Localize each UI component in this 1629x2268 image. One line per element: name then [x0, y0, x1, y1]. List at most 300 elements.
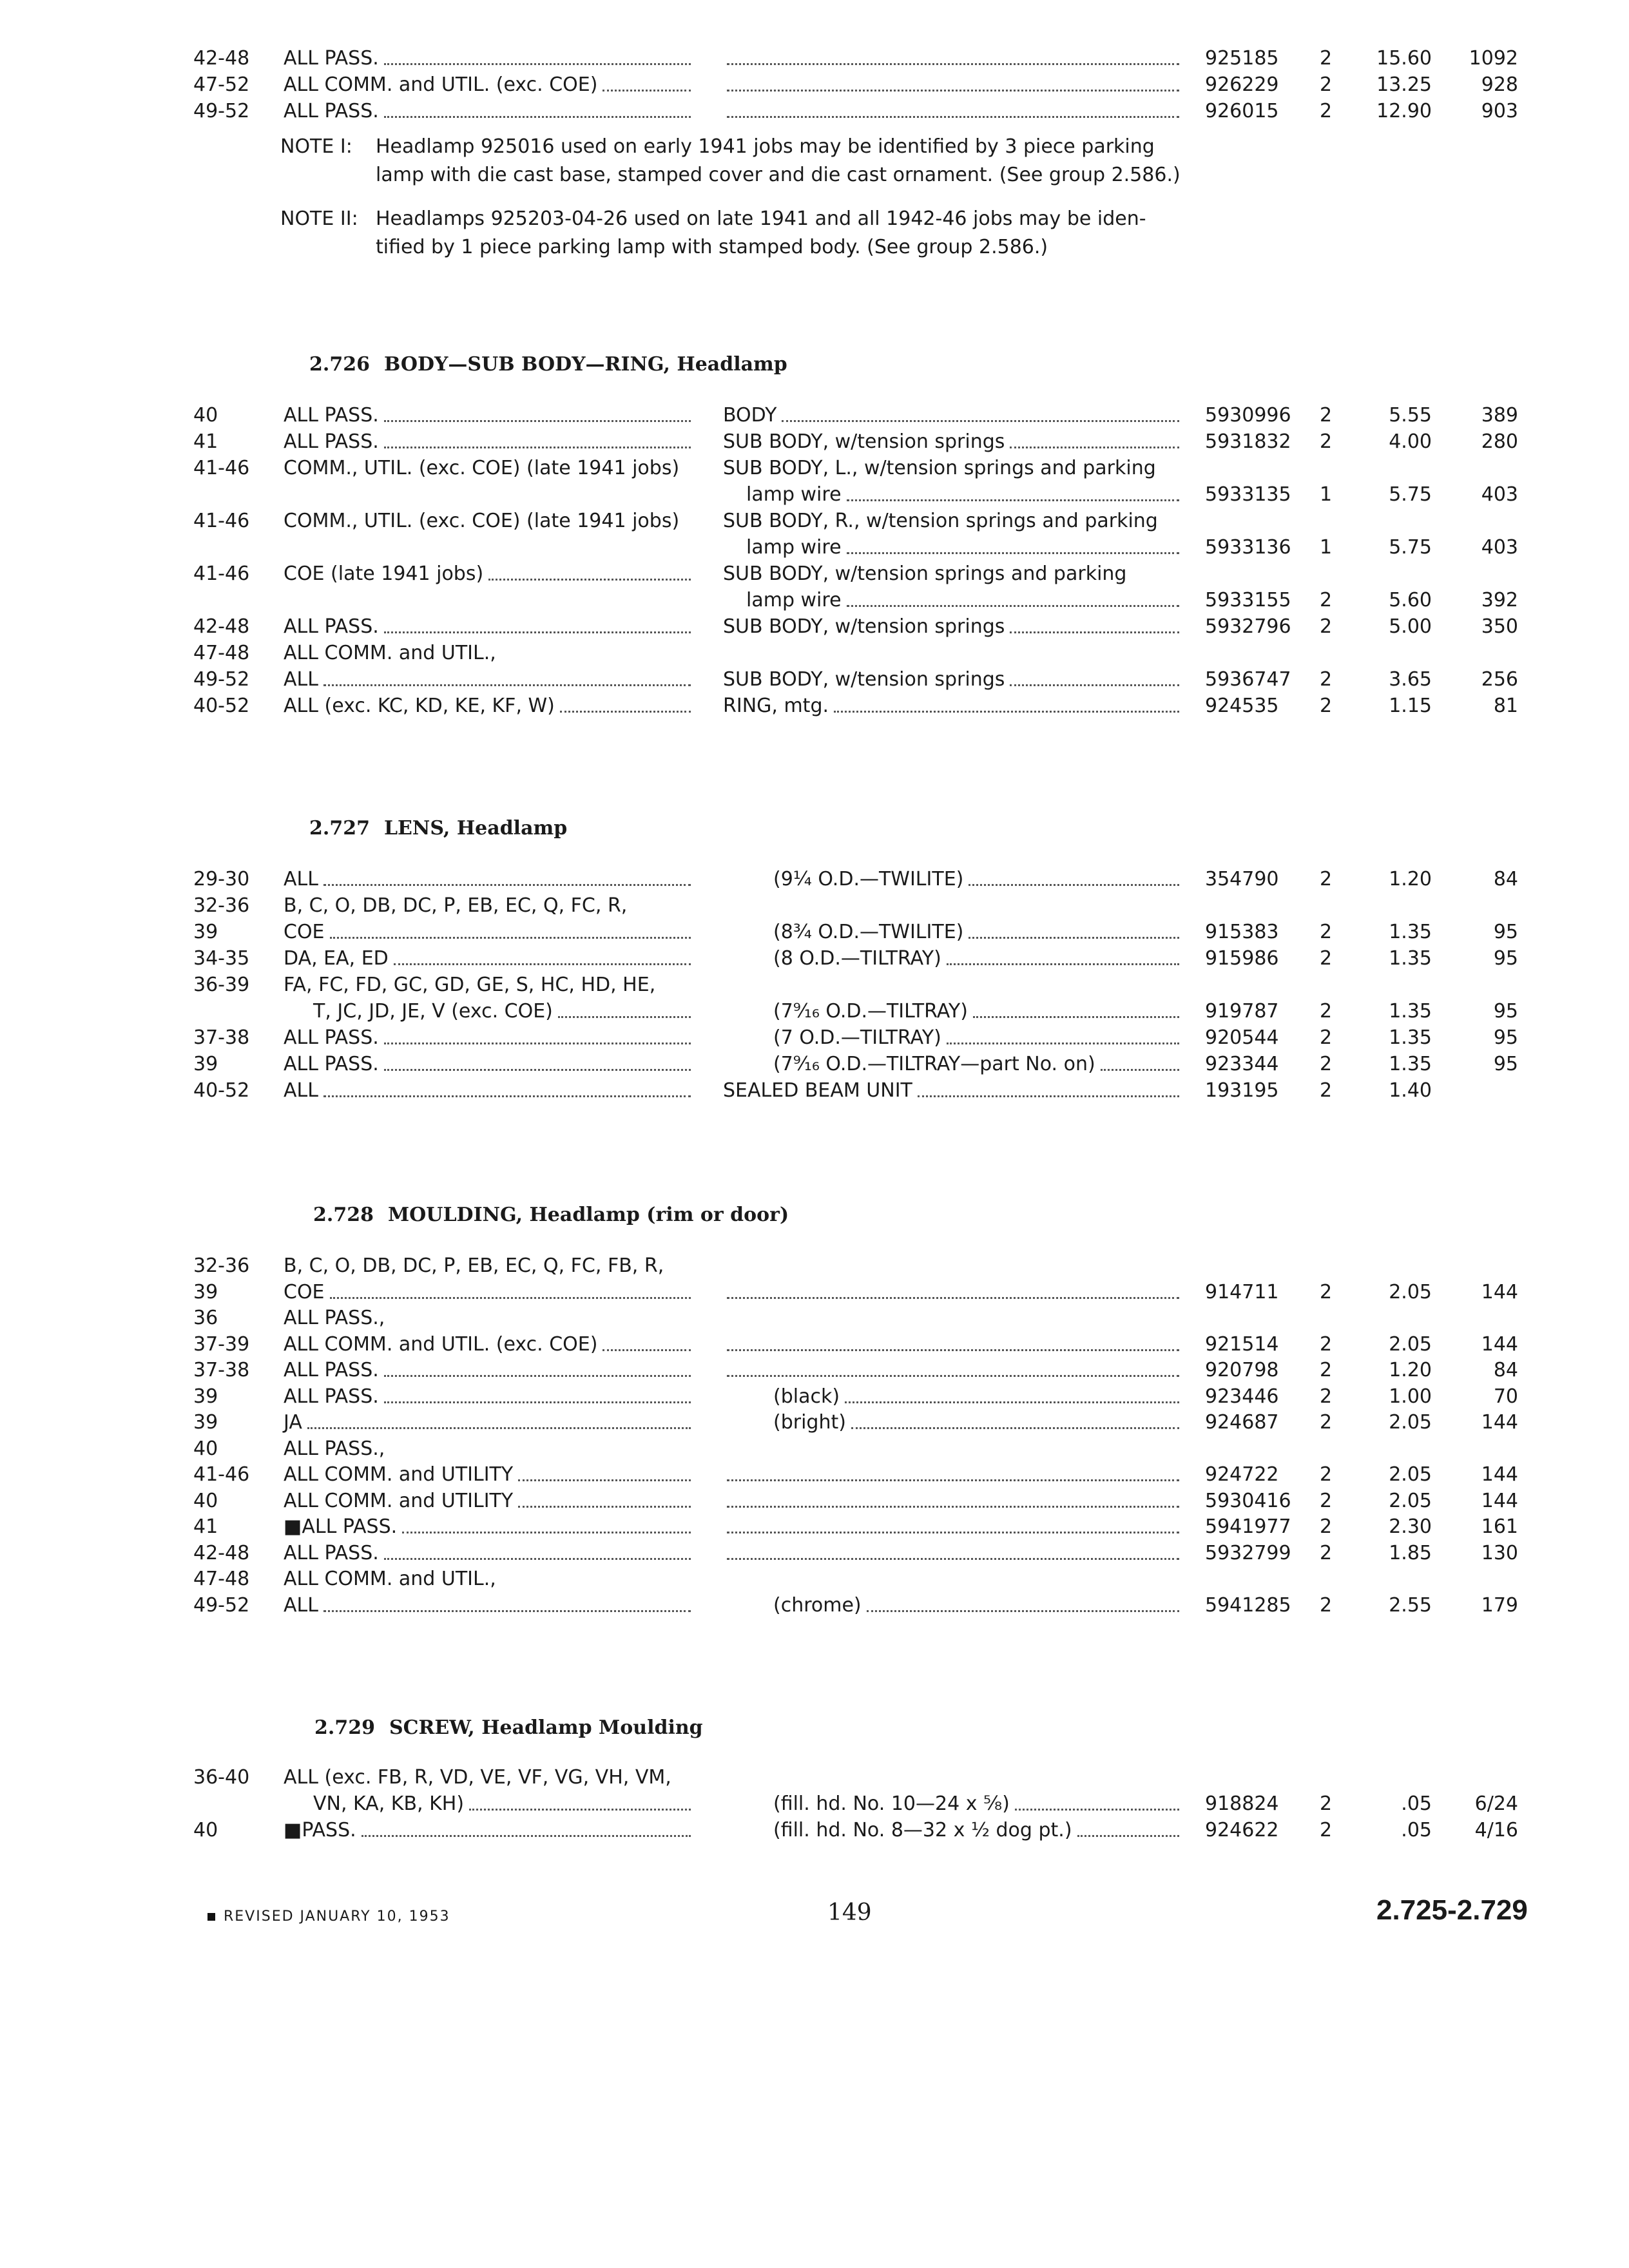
- cost-cell: 2.05: [1389, 1280, 1432, 1303]
- dot-leader: [727, 1279, 1179, 1299]
- cost-cell: 5.75: [1389, 483, 1432, 506]
- year-cell: 47-52: [193, 73, 250, 96]
- table-row: [0, 640, 1629, 667]
- year-cell: 47-48: [193, 1568, 250, 1590]
- year-cell: 41-46: [193, 510, 250, 532]
- quantity-cell: 2: [1320, 1489, 1333, 1512]
- part-number-cell: 915383: [1205, 921, 1279, 943]
- table-row: [0, 1305, 1629, 1332]
- description-cell: RING, mtg.: [723, 695, 829, 717]
- dot-leader: [558, 998, 691, 1018]
- year-cell: 37-38: [193, 1026, 250, 1049]
- part-number-cell: 924722: [1205, 1463, 1279, 1486]
- dot-leader: [727, 1331, 1179, 1351]
- weight-cell: 95: [1493, 1053, 1518, 1075]
- dot-leader: [469, 1791, 691, 1811]
- dot-leader: [847, 587, 1179, 607]
- year-cell: 36-40: [193, 1766, 250, 1789]
- quantity-cell: 2: [1320, 1541, 1333, 1564]
- table-row: [0, 587, 1629, 614]
- year-cell: 41-46: [193, 1463, 250, 1486]
- table-row: [0, 666, 1629, 693]
- quantity-cell: 2: [1320, 100, 1333, 122]
- year-cell: 40-52: [193, 1079, 250, 1102]
- part-number-cell: 5941977: [1205, 1515, 1291, 1538]
- table-row: [0, 1461, 1629, 1488]
- part-number-cell: 924622: [1205, 1819, 1279, 1841]
- table-row: [0, 428, 1629, 456]
- model-cell: JA: [284, 1411, 302, 1434]
- part-number-cell: 5941285: [1205, 1593, 1291, 1617]
- year-cell: 32-36: [193, 894, 250, 917]
- part-number-cell: 914711: [1205, 1280, 1279, 1303]
- quantity-cell: 1: [1320, 483, 1333, 506]
- cost-cell: 2.05: [1389, 1411, 1432, 1434]
- quantity-cell: 2: [1320, 668, 1333, 691]
- table-row: [0, 1409, 1629, 1436]
- weight-cell: 256: [1481, 668, 1518, 691]
- table-row: [0, 98, 1629, 125]
- cost-cell: 5.55: [1389, 404, 1432, 427]
- part-number-cell: 5930416: [1205, 1489, 1291, 1512]
- dot-leader: [727, 1357, 1179, 1377]
- year-cell: 41-46: [193, 457, 250, 479]
- year-cell: 42-48: [193, 47, 250, 70]
- description-cell: (9¼ O.D.—TWILITE): [773, 868, 964, 890]
- cost-cell: 1.85: [1389, 1541, 1432, 1564]
- quantity-cell: 2: [1320, 1359, 1333, 1381]
- table-row: [0, 945, 1629, 972]
- table-row: [0, 1488, 1629, 1515]
- quantity-cell: 2: [1320, 1000, 1333, 1023]
- dot-leader: [834, 693, 1179, 713]
- part-number-cell: 923344: [1205, 1053, 1279, 1075]
- cost-cell: 1.20: [1389, 868, 1432, 890]
- model-cell: ALL PASS.: [284, 430, 379, 453]
- model-cell: ■PASS.: [284, 1819, 356, 1841]
- table-row: [0, 561, 1629, 588]
- dot-leader: [782, 402, 1179, 422]
- year-cell: 49-52: [193, 100, 250, 122]
- section-title: LENS, Headlamp: [383, 817, 568, 840]
- cost-cell: 1.40: [1389, 1079, 1432, 1102]
- section-title: MOULDING, Headlamp (rim or door): [387, 1204, 789, 1226]
- cost-cell: 3.65: [1389, 668, 1432, 691]
- dot-leader: [727, 72, 1179, 91]
- part-number-cell: 5936747: [1205, 668, 1291, 691]
- quantity-cell: 2: [1320, 404, 1333, 427]
- quantity-cell: 2: [1320, 1026, 1333, 1049]
- year-cell: 39: [193, 1385, 218, 1408]
- section-number: 2.729: [314, 1716, 375, 1739]
- dot-leader: [384, 1383, 691, 1403]
- table-row: [0, 45, 1629, 72]
- table-row: [0, 1514, 1629, 1541]
- weight-cell: 130: [1481, 1541, 1518, 1564]
- dot-leader: [727, 98, 1179, 118]
- model-cell: ALL COMM. and UTILITY: [284, 1463, 514, 1486]
- description-cell: (8¾ O.D.—TWILITE): [773, 921, 964, 943]
- model-cell: ALL COMM. and UTIL. (exc. COE): [284, 73, 598, 96]
- year-cell: 41: [193, 1515, 218, 1538]
- weight-cell: 179: [1481, 1593, 1518, 1617]
- description-cell: (7⁹⁄₁₆ O.D.—TILTRAY): [773, 1000, 968, 1023]
- year-cell: 40: [193, 1819, 218, 1841]
- weight-cell: 95: [1493, 1026, 1518, 1049]
- weight-cell: 6/24: [1474, 1792, 1518, 1815]
- model-cell: FA, FC, FD, GC, GD, GE, S, HC, HD, HE,: [284, 974, 656, 996]
- year-cell: 36-39: [193, 974, 250, 996]
- table-row: [0, 998, 1629, 1025]
- weight-cell: 403: [1481, 483, 1518, 506]
- dot-leader: [560, 693, 691, 713]
- description-cell: (bright): [773, 1411, 846, 1434]
- dot-leader: [323, 1077, 691, 1097]
- part-number-cell: 920544: [1205, 1026, 1279, 1049]
- table-row: [0, 1024, 1629, 1052]
- revision-text: REVISED JANUARY 10, 1953: [224, 1908, 450, 1925]
- part-number-cell: 921514: [1205, 1332, 1279, 1356]
- description-cell: SUB BODY, L., w/tension springs and parking: [723, 457, 1156, 479]
- description-cell: (black): [773, 1385, 840, 1408]
- model-cell: T, JC, JD, JE, V (exc. COE): [313, 1000, 553, 1023]
- table-row: [0, 534, 1629, 561]
- model-cell: ALL PASS.: [284, 1385, 379, 1408]
- table-row: [0, 613, 1629, 640]
- year-cell: 37-38: [193, 1359, 250, 1381]
- part-number-cell: 5932796: [1205, 615, 1291, 638]
- dot-leader: [384, 45, 691, 65]
- dot-leader: [330, 1279, 691, 1299]
- quantity-cell: 2: [1320, 1053, 1333, 1075]
- part-number-cell: 926015: [1205, 100, 1279, 122]
- cost-cell: 15.60: [1376, 47, 1432, 70]
- dot-leader: [1010, 613, 1179, 633]
- year-cell: 37-39: [193, 1332, 250, 1356]
- quantity-cell: 2: [1320, 1332, 1333, 1356]
- revision-note: [207, 1908, 450, 1925]
- table-row: [0, 1791, 1629, 1818]
- dot-leader: [384, 1024, 691, 1044]
- dot-leader: [394, 945, 691, 965]
- dot-leader: [518, 1488, 691, 1508]
- table-row: [0, 1540, 1629, 1567]
- dot-leader: [384, 402, 691, 422]
- dot-leader: [727, 1488, 1179, 1508]
- year-cell: 39: [193, 1053, 218, 1075]
- dot-leader: [947, 945, 1179, 965]
- model-cell: DA, EA, ED: [284, 947, 389, 970]
- part-number-cell: 5933135: [1205, 483, 1291, 506]
- weight-cell: 280: [1481, 430, 1518, 453]
- table-row: [0, 1077, 1629, 1104]
- dot-leader: [384, 613, 691, 633]
- quantity-cell: 2: [1320, 1593, 1333, 1617]
- note-1: [280, 133, 1182, 191]
- model-cell: ALL PASS.,: [284, 1437, 385, 1460]
- quantity-cell: 1: [1320, 536, 1333, 559]
- model-cell: ALL: [284, 1593, 318, 1617]
- model-cell: ALL PASS.: [284, 47, 379, 70]
- year-cell: 40-52: [193, 695, 250, 717]
- cost-cell: 5.75: [1389, 536, 1432, 559]
- table-row: [0, 1279, 1629, 1306]
- section-heading: [309, 817, 567, 840]
- dot-leader: [918, 1077, 1179, 1097]
- description-cell: (chrome): [773, 1593, 862, 1617]
- year-cell: 36: [193, 1307, 218, 1329]
- year-cell: 40: [193, 1489, 218, 1512]
- part-number-cell: 919787: [1205, 1000, 1279, 1023]
- section-heading: [313, 1204, 789, 1226]
- dot-leader: [727, 45, 1179, 65]
- quantity-cell: 2: [1320, 1515, 1333, 1538]
- dot-leader: [307, 1409, 691, 1429]
- year-cell: 41-46: [193, 562, 250, 585]
- weight-cell: 1092: [1469, 47, 1518, 70]
- part-number-cell: 924535: [1205, 695, 1279, 717]
- model-cell: ALL COMM. and UTIL. (exc. COE): [284, 1332, 598, 1356]
- cost-cell: 1.35: [1389, 1000, 1432, 1023]
- model-cell: B, C, O, DB, DC, P, EB, EC, Q, FC, R,: [284, 894, 628, 917]
- table-row: [0, 1051, 1629, 1078]
- quantity-cell: 2: [1320, 868, 1333, 890]
- quantity-cell: 2: [1320, 695, 1333, 717]
- dot-leader: [323, 866, 691, 886]
- description-cell: SUB BODY, w/tension springs: [723, 668, 1005, 691]
- note-text: lamp with die cast base, stamped cover and die cast ornament. (See group 2.586.): [376, 164, 1181, 186]
- weight-cell: 81: [1493, 695, 1518, 717]
- description-cell: SUB BODY, R., w/tension springs and parking: [723, 510, 1158, 532]
- dot-leader: [1010, 666, 1179, 686]
- weight-cell: 95: [1493, 1000, 1518, 1023]
- part-number-cell: 918824: [1205, 1792, 1279, 1815]
- quantity-cell: 2: [1320, 589, 1333, 611]
- weight-cell: 403: [1481, 536, 1518, 559]
- weight-cell: 4/16: [1474, 1819, 1518, 1841]
- model-cell: ALL PASS.: [284, 1053, 379, 1075]
- part-number-cell: 920798: [1205, 1359, 1279, 1381]
- table-row: [0, 1331, 1629, 1358]
- dot-leader: [1015, 1791, 1179, 1811]
- note-label: NOTE I:: [280, 135, 352, 158]
- table-row: [0, 972, 1629, 999]
- dot-leader: [323, 666, 691, 686]
- part-number-cell: 193195: [1205, 1079, 1279, 1102]
- year-cell: 34-35: [193, 947, 250, 970]
- dot-leader: [488, 561, 691, 581]
- model-cell: ALL: [284, 868, 318, 890]
- section-number: 2.727: [309, 817, 370, 840]
- year-cell: 40: [193, 1437, 218, 1460]
- model-cell: COE (late 1941 jobs): [284, 562, 484, 585]
- page-number: 149: [827, 1899, 872, 1926]
- table-row: [0, 508, 1629, 535]
- part-number-cell: 924687: [1205, 1411, 1279, 1434]
- revision-marker-icon: [207, 1913, 215, 1921]
- year-cell: 49-52: [193, 1593, 250, 1617]
- weight-cell: 144: [1481, 1489, 1518, 1512]
- table-row: [0, 1566, 1629, 1593]
- dot-leader: [969, 866, 1179, 886]
- model-cell: ALL: [284, 1079, 318, 1102]
- year-cell: 47-48: [193, 642, 250, 664]
- cost-cell: 4.00: [1389, 430, 1432, 453]
- cost-cell: 2.30: [1389, 1515, 1432, 1538]
- quantity-cell: 2: [1320, 1079, 1333, 1102]
- model-cell: B, C, O, DB, DC, P, EB, EC, Q, FC, FB, R,: [284, 1254, 664, 1277]
- part-number-cell: 354790: [1205, 868, 1279, 890]
- year-cell: 29-30: [193, 868, 250, 890]
- part-number-cell: 915986: [1205, 947, 1279, 970]
- quantity-cell: 2: [1320, 1463, 1333, 1486]
- table-row: [0, 72, 1629, 99]
- description-cell: (fill. hd. No. 10—24 x ⅝): [773, 1792, 1010, 1815]
- cost-cell: 13.25: [1376, 73, 1432, 96]
- year-cell: 32-36: [193, 1254, 250, 1277]
- dot-leader: [847, 534, 1179, 554]
- dot-leader: [384, 1357, 691, 1377]
- dot-leader: [973, 998, 1179, 1018]
- dot-leader: [361, 1817, 691, 1837]
- table-row: [0, 1253, 1629, 1280]
- note-text: Headlamps 925203-04-26 used on late 1941 and all 1942-46 jobs may be iden-: [376, 207, 1146, 230]
- dot-leader: [867, 1592, 1179, 1612]
- dot-leader: [402, 1514, 691, 1533]
- dot-leader: [602, 72, 691, 91]
- table-row: [0, 1436, 1629, 1463]
- part-number-cell: 5931832: [1205, 430, 1291, 453]
- description-cell: SUB BODY, w/tension springs: [723, 430, 1005, 453]
- weight-cell: 95: [1493, 921, 1518, 943]
- note-text: tified by 1 piece parking lamp with stamped body. (See group 2.586.): [376, 236, 1048, 258]
- table-row: [0, 1817, 1629, 1844]
- section-title: SCREW, Headlamp Moulding: [389, 1716, 703, 1739]
- weight-cell: 144: [1481, 1411, 1518, 1434]
- model-cell: ALL COMM. and UTILITY: [284, 1489, 514, 1512]
- weight-cell: 389: [1481, 404, 1518, 427]
- dot-leader: [845, 1383, 1179, 1403]
- note-text: Headlamp 925016 used on early 1941 jobs may be identified by 3 piece parking: [376, 135, 1155, 158]
- cost-cell: 1.20: [1389, 1359, 1432, 1381]
- cost-cell: 12.90: [1376, 100, 1432, 122]
- part-number-cell: 5933136: [1205, 536, 1291, 559]
- weight-cell: 144: [1481, 1463, 1518, 1486]
- dot-leader: [1077, 1817, 1179, 1837]
- quantity-cell: 2: [1320, 1411, 1333, 1434]
- part-number-cell: 5930996: [1205, 404, 1291, 427]
- model-cell: COE: [284, 921, 325, 943]
- description-cell: lamp wire: [746, 483, 842, 506]
- section-range: 2.725-2.729: [1376, 1894, 1528, 1926]
- description-cell: (8 O.D.—TILTRAY): [773, 947, 941, 970]
- weight-cell: 70: [1493, 1385, 1518, 1408]
- weight-cell: 95: [1493, 947, 1518, 970]
- cost-cell: .05: [1401, 1792, 1432, 1815]
- model-cell: ALL (exc. KC, KD, KE, KF, W): [284, 695, 555, 717]
- cost-cell: 1.15: [1389, 695, 1432, 717]
- dot-leader: [602, 1331, 691, 1351]
- dot-leader: [847, 481, 1179, 501]
- weight-cell: 161: [1481, 1515, 1518, 1538]
- model-cell: ALL COMM. and UTIL.,: [284, 1568, 496, 1590]
- weight-cell: 392: [1481, 589, 1518, 611]
- table-row: [0, 1764, 1629, 1791]
- dot-leader: [727, 1540, 1179, 1560]
- cost-cell: 2.05: [1389, 1489, 1432, 1512]
- description-cell: (fill. hd. No. 8—32 x ½ dog pt.): [773, 1819, 1072, 1841]
- model-cell: ALL (exc. FB, R, VD, VE, VF, VG, VH, VM,: [284, 1766, 671, 1789]
- dot-leader: [384, 98, 691, 118]
- weight-cell: 84: [1493, 1359, 1518, 1381]
- dot-leader: [947, 1024, 1179, 1044]
- section-title: BODY—SUB BODY—RING, Headlamp: [383, 353, 787, 376]
- description-cell: BODY: [723, 404, 777, 427]
- table-row: [0, 892, 1629, 919]
- section-heading: [309, 353, 787, 376]
- part-number-cell: 926229: [1205, 73, 1279, 96]
- weight-cell: 903: [1481, 100, 1518, 122]
- quantity-cell: 2: [1320, 430, 1333, 453]
- dot-leader: [323, 1592, 691, 1612]
- quantity-cell: 2: [1320, 1280, 1333, 1303]
- table-row: [0, 1357, 1629, 1384]
- model-cell: ■ALL PASS.: [284, 1515, 398, 1538]
- table-row: [0, 1383, 1629, 1410]
- dot-leader: [330, 919, 691, 939]
- weight-cell: 144: [1481, 1280, 1518, 1303]
- dot-leader: [384, 1051, 691, 1071]
- model-cell: ALL: [284, 668, 318, 691]
- year-cell: 42-48: [193, 615, 250, 638]
- section-number: 2.726: [309, 353, 370, 376]
- description-cell: SEALED BEAM UNIT: [723, 1079, 912, 1102]
- cost-cell: 1.35: [1389, 947, 1432, 970]
- dot-leader: [727, 1514, 1179, 1533]
- quantity-cell: 2: [1320, 615, 1333, 638]
- quantity-cell: 2: [1320, 947, 1333, 970]
- section-heading: [314, 1716, 703, 1739]
- weight-cell: 144: [1481, 1332, 1518, 1356]
- description-cell: lamp wire: [746, 536, 842, 559]
- model-cell: ALL COMM. and UTIL.,: [284, 642, 496, 664]
- note-2: [280, 205, 1182, 263]
- weight-cell: 350: [1481, 615, 1518, 638]
- year-cell: 39: [193, 1280, 218, 1303]
- dot-leader: [384, 1540, 691, 1560]
- model-cell: ALL PASS.: [284, 100, 379, 122]
- cost-cell: 5.00: [1389, 615, 1432, 638]
- year-cell: 40: [193, 404, 218, 427]
- part-number-cell: 5932799: [1205, 1541, 1291, 1564]
- description-cell: SUB BODY, w/tension springs and parking: [723, 562, 1127, 585]
- dot-leader: [969, 919, 1179, 939]
- model-cell: VN, KA, KB, KH): [313, 1792, 465, 1815]
- model-cell: ALL PASS.: [284, 615, 379, 638]
- model-cell: COE: [284, 1280, 325, 1303]
- year-cell: 42-48: [193, 1541, 250, 1564]
- weight-cell: 84: [1493, 868, 1518, 890]
- part-number-cell: 5933155: [1205, 589, 1291, 611]
- cost-cell: .05: [1401, 1819, 1432, 1841]
- model-cell: COMM., UTIL. (exc. COE) (late 1941 jobs): [284, 510, 680, 532]
- model-cell: ALL PASS.: [284, 1026, 379, 1049]
- year-cell: 39: [193, 921, 218, 943]
- quantity-cell: 2: [1320, 921, 1333, 943]
- table-row: [0, 455, 1629, 482]
- part-number-cell: 923446: [1205, 1385, 1279, 1408]
- cost-cell: 1.35: [1389, 1026, 1432, 1049]
